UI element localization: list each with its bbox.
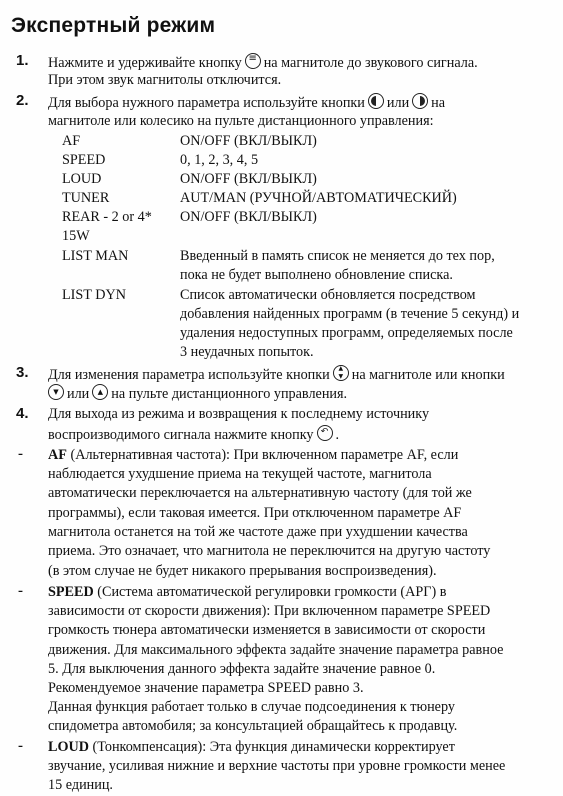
step-4-line-2: воспроизводимого сигнала нажмите кнопку↶ .	[48, 425, 339, 444]
step-1-line-1: Нажмите и удерживайте кнопку≡ на магнитоле до звукового сигнала.	[48, 53, 478, 72]
param-key: REAR - 2 or 4*	[62, 209, 152, 225]
af-note-line: (в этом случае не будет никакого прерывания воспроизведения).	[48, 563, 437, 579]
param-value: 3 неудачных попыток.	[180, 344, 314, 360]
speed-note-line: спидометра автомобиля; за консультацией обращайтесь к продавцу.	[48, 718, 458, 734]
step-3-line-1: Для изменения параметра используйте кнопки▲ ▼ на магнитоле или кнопки	[48, 365, 505, 384]
speed-term: SPEED	[48, 584, 94, 600]
param-value: AUT/MAN (РУЧНОЙ/АВТОМАТИЧЕСКИЙ)	[180, 190, 457, 206]
step-1-number: 1.	[16, 52, 29, 69]
param-value: ON/OFF (ВКЛ/ВЫКЛ)	[180, 171, 317, 187]
param-value: удаления недоступных программ, определяемых после	[180, 325, 513, 341]
step-4-line-1: Для выхода из режима и возвращения к последнему источнику	[48, 406, 430, 422]
af-term: AF	[48, 447, 67, 463]
param-key: LIST MAN	[62, 248, 129, 264]
loud-note-line: звучание, усиливая нижние и верхние частоты при уровне громкости менее	[48, 758, 506, 774]
speed-note-line: SPEED (Система автоматической регулировки громкости (АРГ) в	[48, 584, 447, 600]
param-value: Список автоматически обновляется посредством	[180, 287, 476, 303]
af-note-line: автоматически переключается на альтернативную частоту (для той же	[48, 485, 472, 501]
af-note-line: приема. Это означает, что магнитола не переключится на другую частоту	[48, 543, 491, 559]
param-key: TUNER	[62, 190, 110, 206]
bullet-dash: -	[18, 738, 23, 754]
param-value: 0, 1, 2, 3, 4, 5	[180, 152, 259, 168]
step-3-line-2: ▼или▲ на пульте дистанционного управления.	[48, 384, 347, 403]
param-key: SPEED	[62, 152, 106, 168]
param-key: LIST DYN	[62, 287, 126, 303]
param-key: AF	[62, 133, 81, 149]
param-key: 15W	[62, 228, 90, 244]
af-note-line: наблюдается ухудшение приема на текущей частоте, магнитола	[48, 466, 432, 482]
step-1-line-2: При этом звук магнитолы отключится.	[48, 72, 282, 88]
mode-button-icon	[245, 53, 261, 69]
step-2-line-2: магнитоле или колесико на пульте дистанционного управления:	[48, 113, 434, 129]
speed-note-line: 5. Для выключения данного эффекта задайте значение равное 0.	[48, 661, 436, 677]
up-down-button-icon	[333, 365, 349, 381]
param-value: ON/OFF (ВКЛ/ВЫКЛ)	[180, 209, 317, 225]
step-2-number: 2.	[16, 92, 29, 109]
param-value: ON/OFF (ВКЛ/ВЫКЛ)	[180, 133, 317, 149]
step-2-line-1: Для выбора нужного параметра используйте кнопки или на	[48, 95, 446, 111]
af-note-line: AF (Альтернативная частота): При включенном параметре AF, если	[48, 447, 459, 463]
speed-note-line: громкость тюнера автоматически изменяется в зависимости от скорости	[48, 622, 486, 638]
af-note-line: программы), если таковая имеется. При отключенном параметре AF	[48, 505, 462, 521]
param-value: пока не будет выполнено обновление списка.	[180, 267, 453, 283]
bullet-dash: -	[18, 446, 23, 462]
param-key: LOUD	[62, 171, 102, 187]
loud-term: LOUD	[48, 739, 89, 755]
loud-note-line: 15 единиц.	[48, 777, 113, 793]
af-note-line: магнитола останется на той же частоте даже при ухудшении качества	[48, 524, 468, 540]
param-value: добавления найденных программ (в течение 5 секунд) и	[180, 306, 520, 322]
left-button-icon	[368, 93, 384, 109]
page-title: Экспертный режим	[11, 14, 216, 37]
up-button-icon	[92, 384, 108, 400]
bullet-dash: -	[18, 583, 23, 599]
step-4-number: 4.	[16, 405, 29, 422]
speed-note-line: Рекомендуемое значение параметра SPEED равно 3.	[48, 680, 364, 696]
down-button-icon	[48, 384, 64, 400]
speed-note-line: зависимости от скорости движения): При включенном параметре SPEED	[48, 603, 491, 619]
loud-note-line: LOUD (Тонкомпенсация): Эта функция динамически корректирует	[48, 739, 455, 755]
param-value: Введенный в память список не меняется до тех пор,	[180, 248, 495, 264]
return-button-icon	[317, 425, 333, 441]
step-3-number: 3.	[16, 364, 29, 381]
right-button-icon	[412, 93, 428, 109]
speed-note-line: движения. Для максимального эффекта задайте значение параметра равное	[48, 642, 504, 658]
speed-note-line: Данная функция работает только в случае подсоединения к тюнеру	[48, 699, 455, 715]
